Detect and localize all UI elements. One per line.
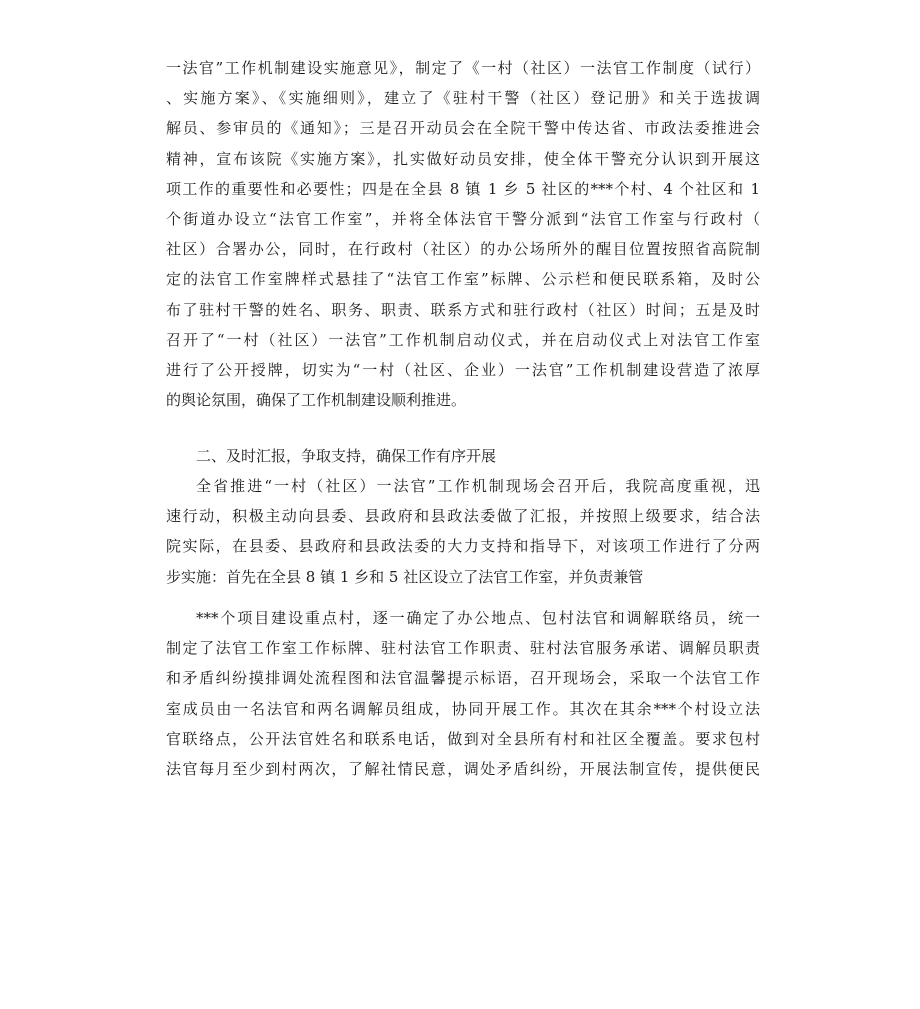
text-line: ***个项目建设重点村，逐一确定了办公地点、包村法官和调解联络员，统一 <box>196 609 760 627</box>
text-line: 解员、参审员的《通知》；三是召开动员会在全院干警中传达省、市政法委推进会 <box>166 119 760 138</box>
text-line: 全省推进“一村（社区）一法官”工作机制现场会召开后，我院高度重视，迅 <box>196 477 760 495</box>
paragraph-reporting <box>166 471 760 592</box>
text-line: 步实施：首先在全县 8 镇 1 乡和 5 社区设立了法官工作室，并负责兼管 <box>166 567 644 586</box>
text-line: 进行了公开授牌，切实为“一村（社区、企业）一法官”工作机制建设营造了浓厚 <box>166 360 760 379</box>
text-line: 个街道办设立“法官工作室”，并将全体法官干警分派到“法官工作室与行政村（ <box>166 209 760 228</box>
text-line: 速行动，积极主动向县委、县政府和县政法委做了汇报，并按照上级要求，结合法 <box>166 507 760 526</box>
text-line: 布了驻村干警的姓名、职务、职责、联系方式和驻行政村（社区）时间；五是及时 <box>166 300 760 319</box>
text-line: 的舆论氛围，确保了工作机制建设顺利推进。 <box>166 391 467 410</box>
text-line: 一法官”工作机制建设实施意见》，制定了《一村（社区）一法官工作制度（试行） <box>166 59 760 77</box>
text-line: 、实施方案》、《实施细则》，建立了《驻村干警（社区）登记册》和关于选拔调 <box>166 89 760 108</box>
text-line: 项工作的重要性和必要性；四是在全县 8 镇 1 乡 5 社区的***个村、4 个社区和 1 <box>166 179 760 198</box>
text-line: 制定了法官工作室工作标牌、驻村法官工作职责、驻村法官服务承诺、调解员职责 <box>166 639 760 658</box>
text-line: 室成员由一名法官和两名调解员组成，协同开展工作。其次在其余***个村设立法 <box>166 699 760 718</box>
text-line: 和矛盾纠纷摸排调处流程图和法官温馨提示标语，召开现场会，采取一个法官工作 <box>166 669 760 688</box>
text-line: 院实际，在县委、县政府和县政法委的大力支持和指导下，对该项工作进行了分两 <box>166 537 760 556</box>
paragraph-implementation-measures <box>166 53 760 415</box>
text-line: 社区）合署办公，同时，在行政村（社区）的办公场所外的醒目位置按照省高院制 <box>166 240 760 259</box>
text-line: 定的法官工作室牌样式悬挂了“法官工作室”标牌、公示栏和便民联系箱，及时公 <box>166 270 760 289</box>
text-line: 精神，宣布该院《实施方案》，扎实做好动员安排，使全体干警充分认识到开展这 <box>166 149 760 168</box>
text-line: 官联络点，公开法官姓名和联系电话，做到对全县所有村和社区全覆盖。要求包村 <box>166 729 760 748</box>
text-line: 召开了“一村（社区）一法官”工作机制启动仪式，并在启动仪式上对法官工作室 <box>166 330 760 349</box>
section-heading <box>166 441 760 471</box>
text-line: 法官每月至少到村两次，了解社情民意，调处矛盾纠纷，开展法制宣传，提供便民 <box>166 759 760 778</box>
section-heading-text: 二、及时汇报，争取支持，确保工作有序开展 <box>196 447 497 465</box>
paragraph-key-villages <box>166 603 760 784</box>
